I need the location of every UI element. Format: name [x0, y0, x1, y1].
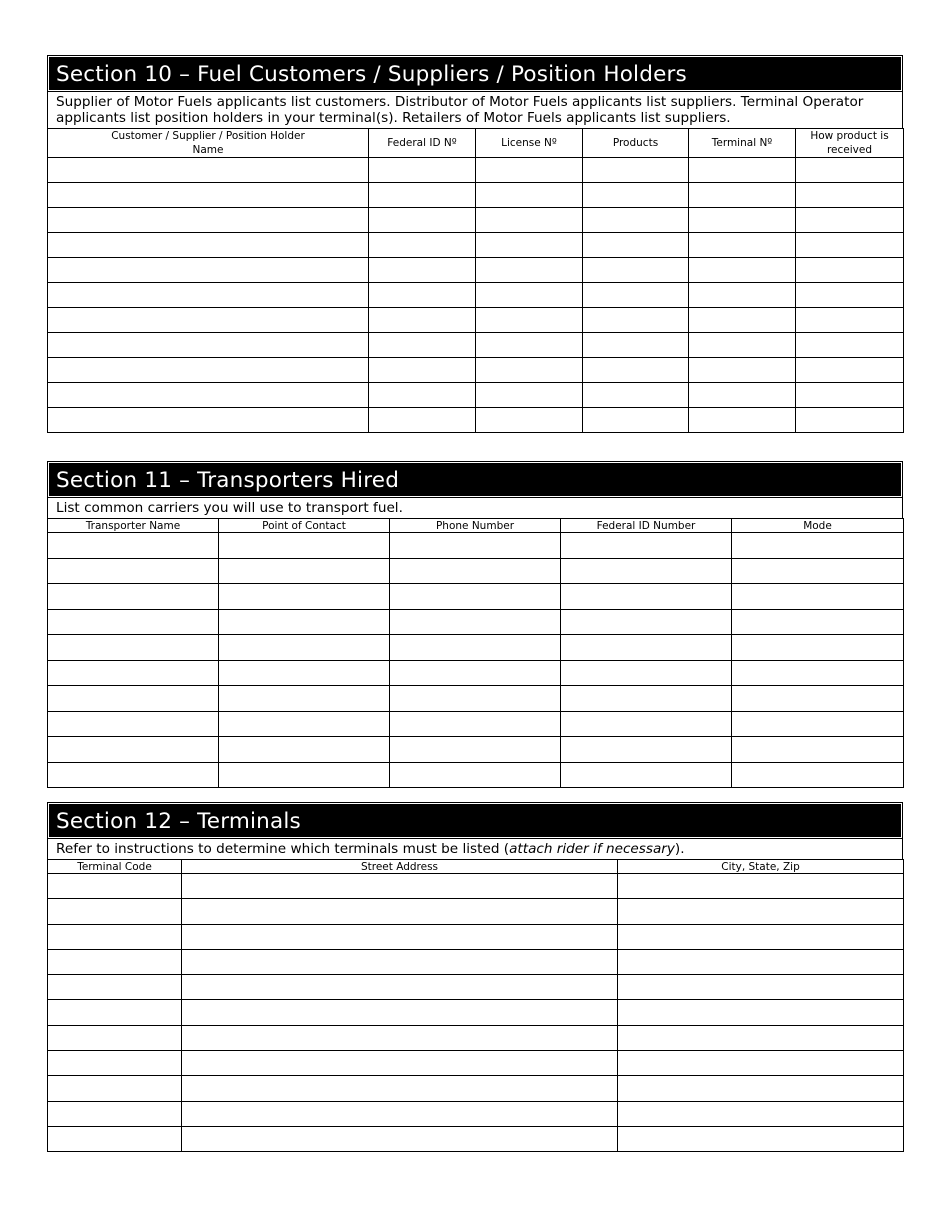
section-11-entry-cell[interactable]	[732, 558, 904, 584]
section-10-table-row	[48, 383, 904, 408]
section-11-entry-cell[interactable]	[561, 558, 732, 584]
section-12-table-row	[48, 1076, 904, 1101]
section-12-entry-cell[interactable]	[182, 1101, 618, 1126]
section-11-entry-cell[interactable]	[561, 686, 732, 712]
section-11-entry-cell[interactable]	[390, 762, 561, 788]
section-12-entry-cell[interactable]	[48, 899, 182, 924]
section-10-entry-cell[interactable]	[369, 358, 476, 383]
section-11-table-row	[48, 635, 904, 661]
section-12-entry-cell[interactable]	[48, 1076, 182, 1101]
section-12-entry-cell[interactable]	[48, 874, 182, 899]
section-11-entry-cell[interactable]	[732, 584, 904, 610]
section-10-entry-cell[interactable]	[476, 308, 583, 333]
column-header-phone-number: Phone Number	[390, 519, 561, 533]
section-10-table-row	[48, 208, 904, 233]
section-12-instructions-text: Refer to instructions to determine which terminals must be listed (	[56, 841, 510, 857]
section-10-entry-cell[interactable]	[476, 258, 583, 283]
column-header-terminal-code: Terminal Code	[48, 860, 182, 874]
section-10-entry-cell[interactable]	[689, 233, 796, 258]
section-12-entry-cell[interactable]	[48, 924, 182, 949]
section-11-table	[47, 518, 904, 788]
section-10-entry-cell[interactable]	[476, 408, 583, 433]
section-11-entry-cell[interactable]	[219, 711, 390, 737]
section-10-entry-cell[interactable]	[476, 158, 583, 183]
section-10-entry-cell[interactable]	[369, 233, 476, 258]
section-12-table-row	[48, 1101, 904, 1126]
section-10-entry-cell[interactable]	[369, 408, 476, 433]
section-12-entry-cell[interactable]	[618, 1025, 904, 1050]
column-header-federal-id: Federal ID Nº	[369, 129, 476, 158]
section-10-entry-cell[interactable]	[583, 383, 689, 408]
section-12-entry-cell[interactable]	[182, 899, 618, 924]
section-10-entry-cell[interactable]	[48, 183, 369, 208]
section-10-entry-cell[interactable]	[476, 283, 583, 308]
section-10-entry-cell[interactable]	[796, 308, 904, 333]
section-12-instructions	[47, 839, 903, 859]
section-10-entry-cell[interactable]	[48, 333, 369, 358]
section-12-table-row	[48, 899, 904, 924]
section-10-table-row	[48, 283, 904, 308]
section-11-entry-cell[interactable]	[390, 737, 561, 763]
section-10-entry-cell[interactable]	[583, 283, 689, 308]
column-header-products: Products	[583, 129, 689, 158]
section-11-table-row	[48, 609, 904, 635]
section-11-title: Section 11 – Transporters Hired	[49, 463, 901, 496]
section-11-table-row	[48, 686, 904, 712]
section-11-entry-cell[interactable]	[390, 660, 561, 686]
section-12-entry-cell[interactable]	[48, 1000, 182, 1025]
section-10-entry-cell[interactable]	[369, 283, 476, 308]
section-11-entry-cell[interactable]	[219, 584, 390, 610]
section-12-instructions-end: ).	[674, 841, 685, 857]
section-11-table-row	[48, 584, 904, 610]
section-12-entry-cell[interactable]	[618, 1126, 904, 1151]
section-11-entry-cell[interactable]	[48, 635, 219, 661]
section-12-entry-cell[interactable]	[618, 924, 904, 949]
section-12-title: Section 12 – Terminals	[49, 804, 901, 837]
section-12-entry-cell[interactable]	[618, 1000, 904, 1025]
section-11-entry-cell[interactable]	[48, 533, 219, 559]
column-header-name-line1: Customer / Supplier / Position Holder	[111, 130, 305, 142]
section-11-entry-cell[interactable]	[561, 711, 732, 737]
section-12-header-row	[48, 860, 904, 874]
section-11-entry-cell[interactable]	[390, 711, 561, 737]
section-11-table-row	[48, 660, 904, 686]
section-12-entry-cell[interactable]	[618, 949, 904, 974]
section-10-entry-cell[interactable]	[689, 183, 796, 208]
section-11-entry-cell[interactable]	[219, 660, 390, 686]
section-11-entry-cell[interactable]	[48, 584, 219, 610]
section-10-entry-cell[interactable]	[796, 408, 904, 433]
section-12-entry-cell[interactable]	[48, 949, 182, 974]
section-10-entry-cell[interactable]	[476, 233, 583, 258]
section-12-entry-cell[interactable]	[48, 1051, 182, 1076]
section-11-entry-cell[interactable]	[48, 609, 219, 635]
section-11-entry-cell[interactable]	[219, 635, 390, 661]
section-11-entry-cell[interactable]	[732, 635, 904, 661]
section-10	[47, 55, 903, 433]
section-10-body	[48, 158, 904, 433]
section-10-table-row	[48, 183, 904, 208]
section-10-entry-cell[interactable]	[369, 333, 476, 358]
section-11-table-row	[48, 762, 904, 788]
section-12	[47, 802, 903, 1152]
section-10-table-row	[48, 358, 904, 383]
column-header-how-received	[796, 129, 904, 158]
section-10-entry-cell[interactable]	[48, 383, 369, 408]
section-10-header	[47, 55, 903, 92]
section-11-entry-cell[interactable]	[219, 737, 390, 763]
section-10-entry-cell[interactable]	[689, 408, 796, 433]
section-10-entry-cell[interactable]	[689, 308, 796, 333]
section-12-table-row	[48, 975, 904, 1000]
section-11-entry-cell[interactable]	[390, 609, 561, 635]
section-10-entry-cell[interactable]	[583, 233, 689, 258]
section-12-table-row	[48, 949, 904, 974]
column-header-city-state-zip: City, State, Zip	[618, 860, 904, 874]
section-12-body	[48, 874, 904, 1152]
section-11-entry-cell[interactable]	[390, 686, 561, 712]
section-10-entry-cell[interactable]	[583, 183, 689, 208]
section-11-entry-cell[interactable]	[219, 533, 390, 559]
section-10-entry-cell[interactable]	[583, 258, 689, 283]
section-10-title: Section 10 – Fuel Customers / Suppliers / Position Holders	[49, 57, 901, 90]
section-12-entry-cell[interactable]	[618, 1101, 904, 1126]
section-11-entry-cell[interactable]	[390, 558, 561, 584]
section-12-entry-cell[interactable]	[618, 874, 904, 899]
section-11-entry-cell[interactable]	[732, 737, 904, 763]
section-10-entry-cell[interactable]	[583, 308, 689, 333]
section-10-entry-cell[interactable]	[369, 158, 476, 183]
section-10-entry-cell[interactable]	[48, 233, 369, 258]
section-12-entry-cell[interactable]	[182, 874, 618, 899]
section-12-entry-cell[interactable]	[618, 1051, 904, 1076]
section-12-entry-cell[interactable]	[618, 1076, 904, 1101]
section-10-entry-cell[interactable]	[476, 208, 583, 233]
section-10-entry-cell[interactable]	[583, 208, 689, 233]
section-11-body	[48, 533, 904, 788]
section-10-entry-cell[interactable]	[689, 358, 796, 383]
section-11-table-row	[48, 533, 904, 559]
section-12-table	[47, 859, 904, 1152]
column-header-street-address: Street Address	[182, 860, 618, 874]
section-11-entry-cell[interactable]	[732, 533, 904, 559]
section-11	[47, 461, 903, 788]
section-10-entry-cell[interactable]	[796, 333, 904, 358]
section-12-header	[47, 802, 903, 839]
section-10-entry-cell[interactable]	[476, 383, 583, 408]
section-10-entry-cell[interactable]	[369, 383, 476, 408]
section-10-entry-cell[interactable]	[689, 283, 796, 308]
section-10-entry-cell[interactable]	[583, 408, 689, 433]
section-12-entry-cell[interactable]	[182, 1025, 618, 1050]
section-11-entry-cell[interactable]	[48, 711, 219, 737]
section-12-entry-cell[interactable]	[182, 1000, 618, 1025]
column-header-transporter-name: Transporter Name	[48, 519, 219, 533]
section-11-entry-cell[interactable]	[219, 762, 390, 788]
section-11-entry-cell[interactable]	[561, 660, 732, 686]
section-10-entry-cell[interactable]	[796, 258, 904, 283]
section-10-entry-cell[interactable]	[689, 333, 796, 358]
section-10-entry-cell[interactable]	[796, 233, 904, 258]
column-header-name-line2: Name	[192, 144, 224, 156]
section-12-table-row	[48, 924, 904, 949]
section-10-entry-cell[interactable]	[583, 358, 689, 383]
section-11-table-row	[48, 711, 904, 737]
section-10-table-row	[48, 308, 904, 333]
section-12-entry-cell[interactable]	[48, 975, 182, 1000]
column-header-point-of-contact: Point of Contact	[219, 519, 390, 533]
column-header-mode: Mode	[732, 519, 904, 533]
section-11-header	[47, 461, 903, 498]
section-12-table-row	[48, 1051, 904, 1076]
section-12-entry-cell[interactable]	[182, 1076, 618, 1101]
section-11-entry-cell[interactable]	[48, 558, 219, 584]
section-11-entry-cell[interactable]	[48, 762, 219, 788]
section-11-entry-cell[interactable]	[732, 609, 904, 635]
section-12-table-row	[48, 1025, 904, 1050]
section-11-entry-cell[interactable]	[561, 737, 732, 763]
section-10-table	[47, 128, 904, 433]
section-10-entry-cell[interactable]	[796, 358, 904, 383]
section-12-entry-cell[interactable]	[182, 949, 618, 974]
section-11-entry-cell[interactable]	[48, 737, 219, 763]
section-10-entry-cell[interactable]	[369, 308, 476, 333]
section-12-entry-cell[interactable]	[48, 1025, 182, 1050]
section-11-entry-cell[interactable]	[390, 584, 561, 610]
section-10-entry-cell[interactable]	[476, 358, 583, 383]
section-10-entry-cell[interactable]	[796, 383, 904, 408]
section-10-entry-cell[interactable]	[689, 383, 796, 408]
section-10-entry-cell[interactable]	[689, 208, 796, 233]
section-11-header-row	[48, 519, 904, 533]
section-12-entry-cell[interactable]	[182, 975, 618, 1000]
section-11-table-row	[48, 737, 904, 763]
section-10-table-row	[48, 158, 904, 183]
section-10-entry-cell[interactable]	[48, 358, 369, 383]
section-10-instructions: Supplier of Motor Fuels applicants list customers. Distributor of Motor Fuels applicants list suppliers. Terminal Operator applicants list position holders in your terminal(s). Retailers of Motor Fuels applicants list suppliers.	[47, 92, 903, 128]
column-header-name	[48, 129, 369, 158]
section-10-table-row	[48, 408, 904, 433]
section-11-entry-cell[interactable]	[732, 711, 904, 737]
section-10-entry-cell[interactable]	[583, 333, 689, 358]
section-10-entry-cell[interactable]	[48, 308, 369, 333]
section-10-table-row	[48, 333, 904, 358]
column-header-how-received-line1: How product is	[810, 130, 889, 142]
section-10-entry-cell[interactable]	[796, 158, 904, 183]
column-header-terminal-number: Terminal Nº	[689, 129, 796, 158]
column-header-license: License Nº	[476, 129, 583, 158]
section-11-entry-cell[interactable]	[732, 660, 904, 686]
section-12-instructions-italic: attach rider if necessary	[509, 841, 675, 857]
section-10-entry-cell[interactable]	[48, 158, 369, 183]
section-11-table-row	[48, 558, 904, 584]
section-12-entry-cell[interactable]	[182, 1051, 618, 1076]
section-11-entry-cell[interactable]	[219, 686, 390, 712]
section-10-entry-cell[interactable]	[369, 208, 476, 233]
section-10-entry-cell[interactable]	[796, 208, 904, 233]
section-10-entry-cell[interactable]	[369, 258, 476, 283]
section-11-entry-cell[interactable]	[561, 584, 732, 610]
section-11-entry-cell[interactable]	[561, 762, 732, 788]
section-11-entry-cell[interactable]	[561, 609, 732, 635]
section-11-entry-cell[interactable]	[561, 635, 732, 661]
section-10-entry-cell[interactable]	[583, 158, 689, 183]
section-12-table-row	[48, 1126, 904, 1151]
section-10-entry-cell[interactable]	[476, 333, 583, 358]
section-10-entry-cell[interactable]	[689, 258, 796, 283]
section-10-table-row	[48, 233, 904, 258]
section-10-entry-cell[interactable]	[689, 158, 796, 183]
section-11-entry-cell[interactable]	[219, 558, 390, 584]
section-12-entry-cell[interactable]	[182, 1126, 618, 1151]
column-header-federal-id-number: Federal ID Number	[561, 519, 732, 533]
section-11-entry-cell[interactable]	[48, 686, 219, 712]
section-12-entry-cell[interactable]	[618, 975, 904, 1000]
section-10-entry-cell[interactable]	[48, 258, 369, 283]
column-header-how-received-line2: received	[826, 144, 873, 156]
section-10-entry-cell[interactable]	[369, 183, 476, 208]
section-12-table-row	[48, 1000, 904, 1025]
section-11-entry-cell[interactable]	[48, 660, 219, 686]
section-10-entry-cell[interactable]	[48, 283, 369, 308]
section-10-entry-cell[interactable]	[48, 208, 369, 233]
section-10-header-row	[48, 129, 904, 158]
section-10-entry-cell[interactable]	[48, 408, 369, 433]
section-10-table-row	[48, 258, 904, 283]
section-10-entry-cell[interactable]	[796, 283, 904, 308]
section-12-table-row	[48, 874, 904, 899]
section-11-entry-cell[interactable]	[561, 533, 732, 559]
section-11-entry-cell[interactable]	[390, 635, 561, 661]
section-12-entry-cell[interactable]	[48, 1101, 182, 1126]
section-10-entry-cell[interactable]	[476, 183, 583, 208]
section-11-entry-cell[interactable]	[390, 533, 561, 559]
section-11-entry-cell[interactable]	[732, 762, 904, 788]
section-12-entry-cell[interactable]	[618, 899, 904, 924]
section-12-entry-cell[interactable]	[48, 1126, 182, 1151]
section-12-entry-cell[interactable]	[182, 924, 618, 949]
section-11-entry-cell[interactable]	[732, 686, 904, 712]
section-10-entry-cell[interactable]	[796, 183, 904, 208]
section-11-instructions: List common carriers you will use to transport fuel.	[47, 498, 903, 518]
section-11-entry-cell[interactable]	[219, 609, 390, 635]
